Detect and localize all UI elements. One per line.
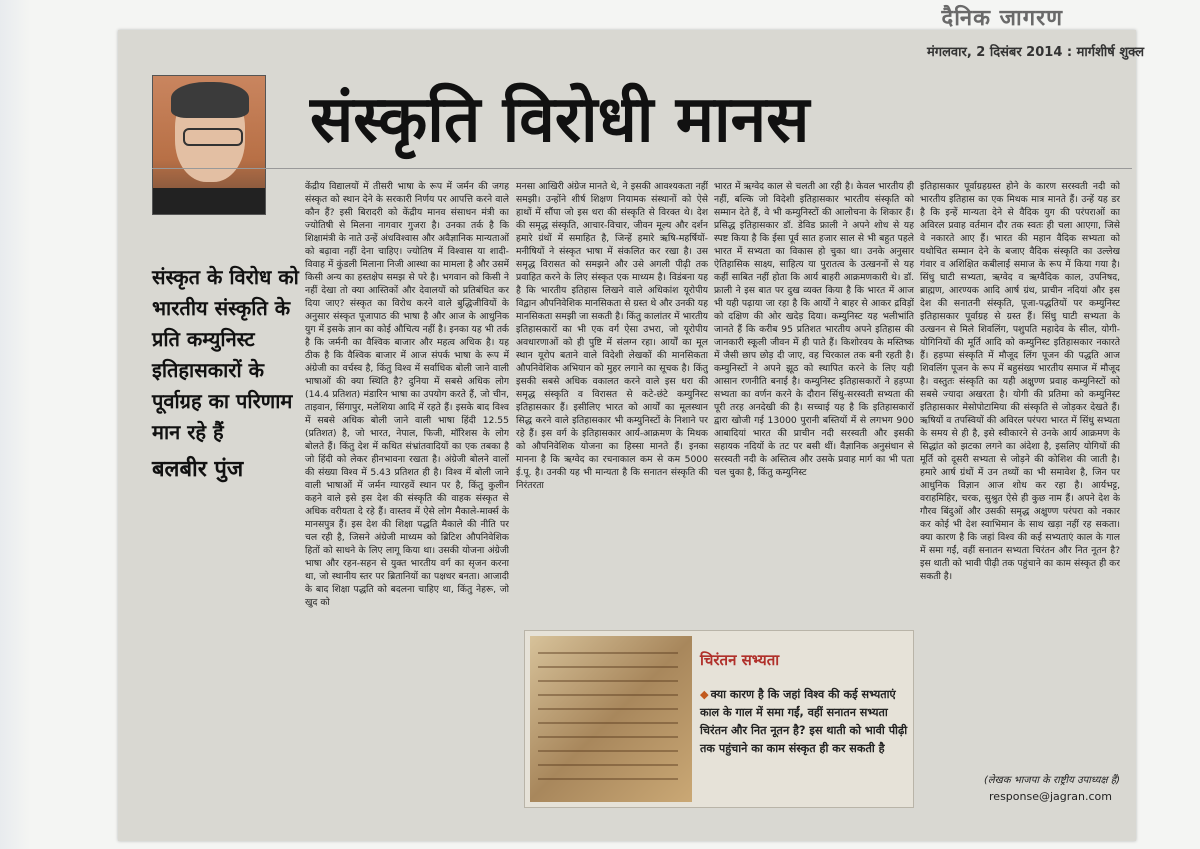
author-photo <box>152 75 266 215</box>
column-1-text: केंद्रीय विद्यालयों में तीसरी भाषा के रूप में जर्मन की जगह संस्कृत को स्थान देने के सरकारी निर्णय पर आपत्ति करने वाले कौन हैं? इसी बिरादरी को केंद्रीय मानव संसाधन मंत्री का ज्योतिषी से मिलना नागवार गुजरा है। उनका तर्क है कि शिक्षामंत्री के नाते उन्हें अंधविश्वास और अवैज्ञानिक मान्यताओं को बढ़ावा नहीं देना चाहिए। ज्योतिष में विश्वास या शादी-विवाह में कुंडली मिलाना निजी आस्था का मामला है और उसमें किसी अन्य का हस्तक्षेप समझ से परे है। भगवान को किसी ने नहीं देखा तो क्या आस्तिकों और देवालयों को प्रतिबंधित कर दिया जाए? संस्कृत का विरोध करने वाले बुद्धिजीवियों के अनुसार संस्कृत पूजापाठ की भाषा है और आज के आधुनिक युग में इसके ज्ञान का कोई औचित्य नहीं है। इनका यह भी तर्क है कि जर्मनी का वैश्विक बाजार और महत्व अधिक है। यह ठीक है कि वैश्विक बाजार में आज संपर्क भाषा के रूप में अंग्रेजी का वर्चस्व है, किंतु विश्व में सर्वाधिक बोली जाने वाली भाषाओं की क्या स्थिति है? दुनिया में सबसे अधिक लोग (14.4 प्रतिशत) मंडारिन भाषा का उपयोग करते हैं, जो चीन, ताइवान, सिंगापुर, मलेशिया आदि में रहते हैं। इसके बाद विश्व में सबसे अधिक बोली जाने वाली भाषा हिंदी 12.55 (प्रतिशत) है, जो भारत, नेपाल, फिजी, मॉरिशस के लोग बोलते हैं। किंतु देश में कथित संभ्रांतवादियों का एक तबका है जो हिंदी को लेकर हीनभावना रखता है। अंग्रेजी बोलने वालों की संख्या विश्व में 5.43 प्रतिशत ही है। विश्व में बोली जाने वाली भाषाओं में जर्मन ग्यारहवें स्थान पर है, किंतु कुलीन कहने वाले इसे इस देश की संस्कृति की वाहक संस्कृत से अधिक वरीयता दे रहे हैं। वास्तव में ऐसे लोग मैकाले-मार्क्स के मानसपुत्र हैं। इस देश की शिक्षा पद्धति मैकाले की नीति पर चल रही है, जिसने अंग्रेजी माध्यम को ब्रिटिश औपनिवेशिक हितों को साधने के लिए लागू किया था। उसकी योजना अंग्रेजी भाषा और रहन-सहन से युक्त भारतीय वर्ग का सृजन करना था, जो स्थानीय स्तर पर ब्रितानियों का पक्षधर बनता। आजादी के बाद शिक्षा पद्धति को बदलना चाहिए था, किंतु नेहरू, जो खुद को <box>305 181 509 608</box>
scan-margin <box>0 0 30 849</box>
article-column-2 <box>516 180 708 625</box>
article-headline: संस्कृति विरोधी मानस <box>310 83 810 157</box>
article-column-4 <box>920 180 1120 770</box>
headline-divider <box>152 168 1132 169</box>
article-column-1 <box>305 180 509 810</box>
manuscript-line <box>538 666 678 668</box>
diamond-bullet-icon: ◆ <box>700 688 709 701</box>
pull-quote-text: संस्कृत के विरोध को भारतीय संस्कृति के प्रति कम्युनिस्ट इतिहासकारों के पूर्वाग्रह का परिणाम मान रहे हैं <box>152 265 299 444</box>
photo-hair <box>171 82 249 118</box>
author-credit: (लेखक भाजपा के राष्ट्रीय उपाध्यक्ष हैं) <box>983 775 1120 786</box>
sidebar-box-text <box>700 686 908 758</box>
manuscript-line <box>538 652 678 654</box>
manuscript-line <box>538 694 678 696</box>
author-name: बलबीर पुंज <box>152 457 244 482</box>
pull-quote <box>152 262 302 485</box>
photo-shoulders <box>153 188 265 215</box>
masthead <box>927 2 1147 72</box>
column-2-text: मनसा आखिरी अंग्रेज मानते थे, ने इसकी आवश्यकता नहीं समझी। उन्होंने शीर्ष शिक्षण नियामक संस्थानों को ऐसे हाथों में सौंपा जो इस धरा की संस्कृति से विरक्त थे। देश की समृद्ध संस्कृति, आचार-विचार, जीवन मूल्य और दर्शन हमारे ग्रंथों में समाहित है, जिन्हें हमारे ऋषि-महर्षियों-मनीषियों ने संस्कृत भाषा में संकलित कर रखा है। उस समृद्ध विरासत को समझने और उसे अगली पीढ़ी तक प्रवाहित करने के लिए संस्कृत एक माध्यम है। विडंबना यह है कि भारतीय इतिहास लिखने वाले अधिकांश यूरोपीय विद्वान औपनिवेशिक मानसिकता से ग्रस्त थे और उनकी यह मानसिकता समझी जा सकती है। किंतु कालांतर में भारतीय इतिहासकारों का भी एक वर्ग ऐसा उभरा, जो यूरोपीय अवधारणाओं को ही पुष्टि में संलग्न रहा। आर्यों का मूल स्थान यूरोप बताने वाले विदेशी लेखकों की मानसिकता औपनिवेशिक अभियान को मुहर लगाने का सूचक है। किंतु इसकी सबसे अधिक वकालत करने वाले इस धरा की समृद्ध संस्कृति व विरासत से कटे-छंटे कम्युनिस्ट इतिहासकार हैं। इसीलिए भारत को आर्यों का मूलस्थान सिद्ध करने वाले इतिहासकार भी कम्युनिस्टों के निशाने पर रहे हैं। इस वर्ग के इतिहासकार आर्य-आक्रमण के मिथक को औपनिवेशिक योजना का हिस्सा मानते हैं। इनका मानना है कि ऋग्वेद का रचनाकाल कम से कम 5000 ई.पू. है। उनकी यह भी मान्यता है कि सनातन संस्कृति की निरंतरता <box>516 181 708 491</box>
manuscript-line <box>538 722 678 724</box>
response-email: response@jagran.com <box>989 790 1112 803</box>
manuscript-image <box>530 636 692 802</box>
article-column-3 <box>714 180 914 625</box>
manuscript-line <box>538 708 678 710</box>
manuscript-line <box>538 750 678 752</box>
manuscript-line <box>538 680 678 682</box>
publication-date: मंगलवार, 2 दिसंबर 2014 : मार्गशीर्ष शुक्ल <box>927 45 1145 60</box>
manuscript-line <box>538 736 678 738</box>
manuscript-line <box>538 764 678 766</box>
column-4-text: इतिहासकार पूर्वाग्रहग्रस्त होने के कारण सरस्वती नदी को भारतीय इतिहास का एक मिथक मात्र मानते हैं। उन्हें यह डर है कि इन्हें मान्यता देने से वैदिक युग की परंपराओं का अविरल प्रवाह वर्तमान दौर तक स्वतः ही चला आएगा, जिसे वे नकारते आए हैं। भारत की महान वैदिक सभ्यता को यथोचित सम्मान देने के बजाए वैदिक संस्कृति का उल्लेख गंवार व अशिक्षित कबीलाई समाज के रूप में किया गया है। सिंधु घाटी सभ्यता, ऋग्वेद व ऋग्वैदिक काल, उपनिषद, ब्राह्मण, आरण्यक आदि आर्ष ग्रंथ, प्राचीन नदियां और इस देश की सनातनी संस्कृति, पूजा-पद्धतियों पर कम्युनिस्ट इतिहासकार पूर्वाग्रह से ग्रस्त हैं। सिंधु घाटी सभ्यता के उत्खनन से मिले शिवलिंग, पशुपति महादेव के सील, योगी-योगिनियों की मूर्ति आदि को कम्युनिस्ट इतिहासकार नकारते हैं। हड़प्पा संस्कृति में मौजूद लिंग पूजन की पद्धति आज शिवलिंग पूजन के रूप में बहुसंख्य भारतीय समाज में मौजूद है। वस्तुतः संस्कृति का यही अक्षुण्ण प्रवाह कम्युनिस्टों को सबसे ज्यादा अखरता है। योगी की प्रतिमा को कम्युनिस्ट इतिहासकार मेसोपोटामिया की संस्कृति से जोड़कर देखते हैं। ऋषियों व तपस्वियों की अविरल परंपरा भारत में सिंधु सभ्यता के समय से ही है, इसे स्वीकारने से उनके आर्य आक्रमण के सिद्धांत को झटका लगने का अंदेशा है, इसलिए योगियों की मूर्ति को दूसरी सभ्यता से जोड़ने की कोशिश की जाती है। हमारे आर्ष ग्रंथों में उन तथ्यों का भी समावेश है, जिन पर आधुनिक विज्ञान आज शोध कर रहा है। आर्यभट्ट, वराहमिहिर, चरक, सुश्रुत ऐसे ही कुछ नाम हैं। अपने देश के गौरव बिंदुओं और उसकी समृद्ध अक्षुण्ण परंपरा को नकार कर कोई भी देश स्वाभिमान के साथ खड़ा नहीं रह सकता। क्या कारण है कि जहां विश्व की कई सभ्यताएं काल के गाल में समा गईं, वहीं सनातन सभ्यता चिरंतन और नित नूतन है? इस थाती को भावी पीढ़ी तक पहुंचाने का काम संस्कृत ही कर सकती है। <box>920 181 1120 582</box>
newspaper-logo: दैनिक जागरण <box>941 6 1063 31</box>
manuscript-line <box>538 778 678 780</box>
sidebar-box-title: चिरंतन सभ्यता <box>700 651 780 669</box>
photo-glasses <box>183 128 243 146</box>
column-3-text: भारत में ऋग्वेद काल से चलती आ रही है। केवल भारतीय ही नहीं, बल्कि जो विदेशी इतिहासकार भारतीय संस्कृति को सम्मान देते हैं, वे भी कम्युनिस्टों की आलोचना के शिकार हैं। प्रसिद्ध इतिहासकार डॉ. डेविड फ्राली ने अपने शोध से यह स्पष्ट किया है कि ईसा पूर्व सात हजार साल से भी बहुत पहले भारत में सभ्यता का विकास हो चुका था। उनके अनुसार ऐतिहासिक साक्ष्य, साहित्य या पुरातत्व के उत्खननों से यह कहीं साबित नहीं होता कि आर्य बाहरी आक्रमणकारी थे। डॉ. फ्राली ने इस बात पर दुख व्यक्त किया है कि भारत में आज भी यही पढ़ाया जा रहा है कि आर्यों ने बाहर से आकर द्रविड़ों को दक्षिण की ओर खदेड़ दिया। कम्युनिस्ट यह भलीभांति जानते हैं कि करीब 95 प्रतिशत भारतीय अपने इतिहास की जानकारी स्कूली जीवन में ही पाते हैं। किशोरवय के मस्तिष्क में जैसी छाप छोड़ दी जाए, वह चिरकाल तक बनी रहती है। कम्युनिस्टों ने अपने झूठ को स्थापित करने के लिए यही आसान रणनीति बनाई है। कम्युनिस्ट इतिहासकारों ने हड़प्पा सभ्यता का वर्णन करने के दौरान सिंधु-सरस्वती सभ्यता की पूरी तरह अनदेखी की है। सच्चाई यह है कि इतिहासकारों द्वारा खोजी गई 13000 पुरानी बस्तियों में से लगभग 900 आबादियां भारत की प्राचीन नदी सरस्वती और इसकी सहायक नदियों के तट पर बसी थीं। वैज्ञानिक अनुसंधान से सरस्वती नदी के अस्तित्व और उसके प्रवाह मार्ग का भी पता चल चुका है, किंतु कम्युनिस्ट <box>714 181 914 478</box>
sidebar-box-body: क्या कारण है कि जहां विश्व की कई सभ्यताएं काल के गाल में समा गईं, वहीं सनातन सभ्यता चिरंतन और नित नूतन है? इस थाती को भावी पीढ़ी तक पहुंचाने का काम संस्कृत ही कर सकती है <box>700 688 908 755</box>
